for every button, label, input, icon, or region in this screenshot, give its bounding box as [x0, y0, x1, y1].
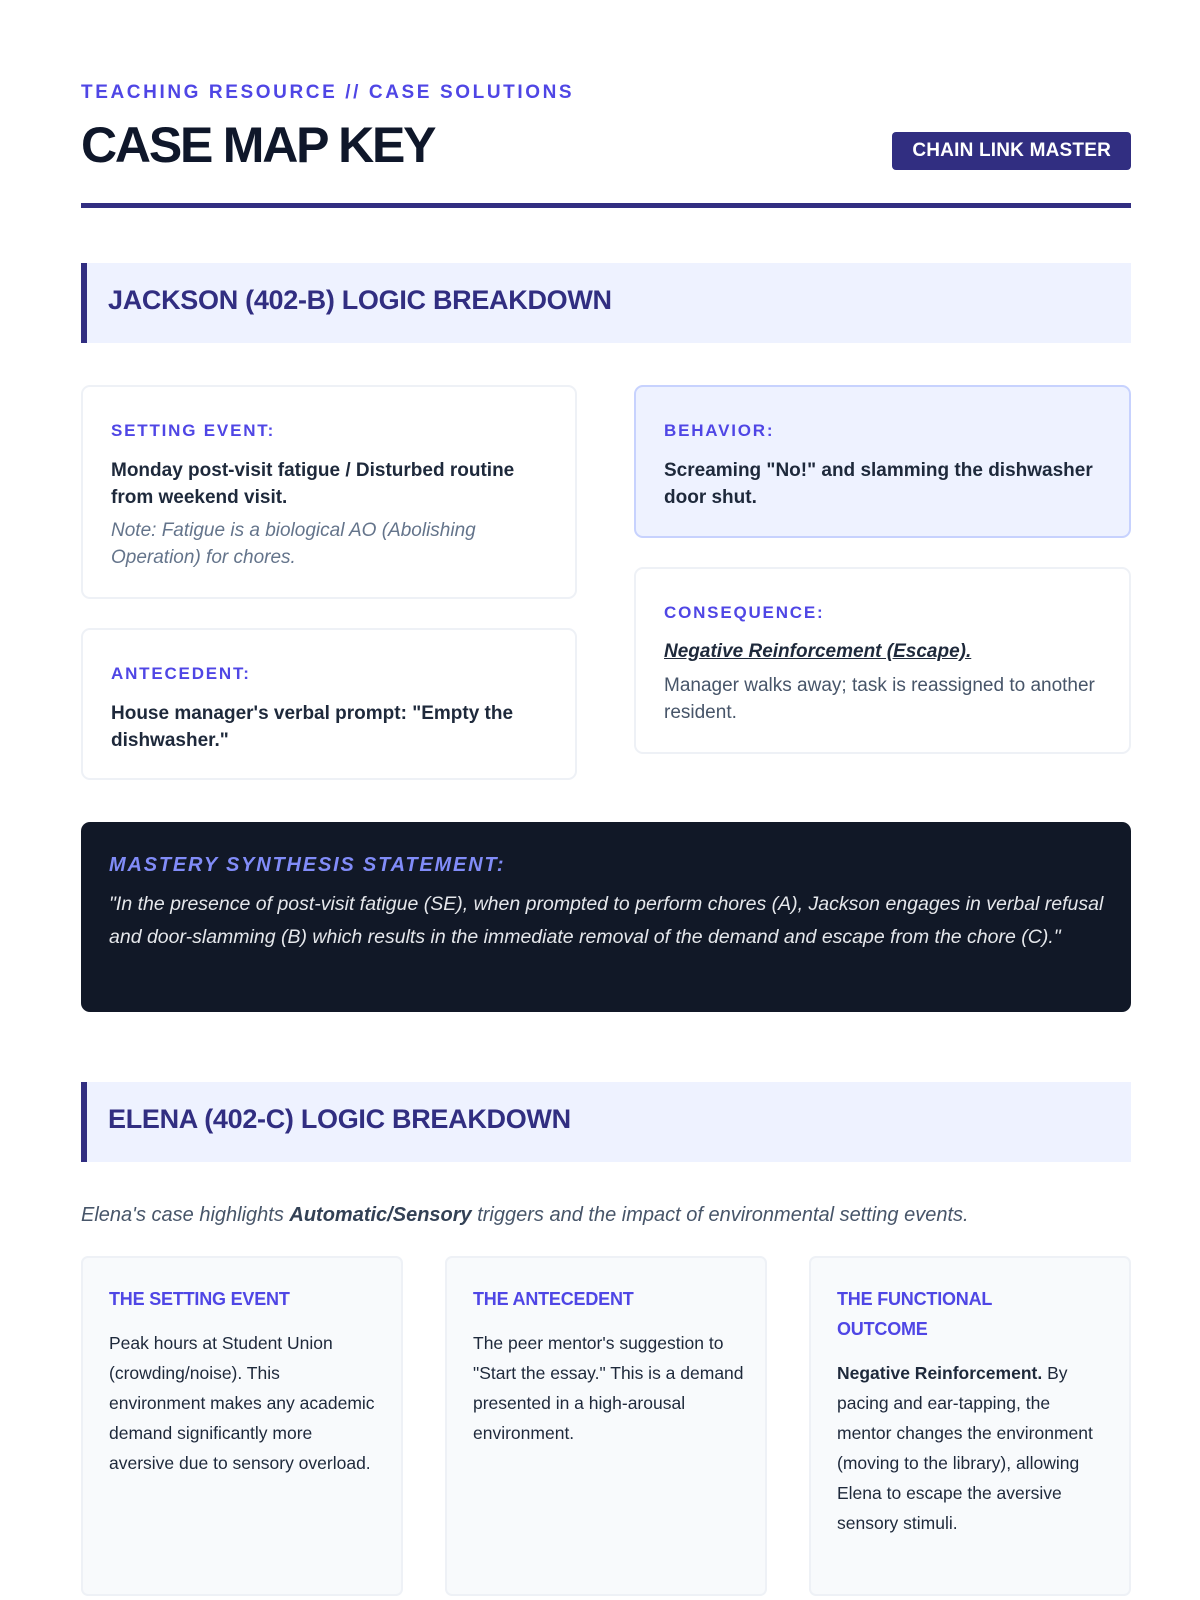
setting-event-note: Note: Fatigue is a biological AO (Abolishing Operation) for chores.	[111, 520, 476, 568]
antecedent-card	[81, 628, 577, 780]
elena-outcome-text	[837, 1358, 1109, 1538]
elena-section-heading	[81, 1082, 1131, 1162]
elena-antecedent-card	[445, 1256, 767, 1596]
consequence-type: Negative Reinforcement (Escape).	[664, 641, 972, 662]
header-divider	[81, 203, 1131, 208]
elena-setting-event-text: Peak hours at Student Union (crowding/noise). This environment makes any academic demand significantly more aversive due to sensory overload.	[109, 1333, 375, 1473]
elena-outcome-body: By pacing and ear-tapping, the mentor changes the environment (moving to the library), allowing Elena to escape the aversive sensory stimuli.	[837, 1363, 1093, 1533]
intro-text-end: triggers and the impact of environmental setting events.	[471, 1204, 969, 1226]
intro-text-bold: Automatic/Sensory	[289, 1204, 472, 1226]
setting-event-label: SETTING EVENT:	[111, 421, 276, 440]
consequence-text: Manager walks away; task is reassigned to another resident.	[664, 675, 1095, 723]
elena-outcome-bold: Negative Reinforcement.	[837, 1363, 1043, 1383]
synthesis-text: "In the presence of post-visit fatigue (SE), when prompted to perform chores (A), Jackson engages in verbal refusal and door-slamming (B) which results in the immediate removal of the demand and escape from the chore (C)."	[109, 893, 1104, 948]
chain-link-badge: CHAIN LINK MASTER	[892, 132, 1131, 170]
elena-outcome-card	[809, 1256, 1131, 1596]
elena-setting-event-card	[81, 1256, 403, 1596]
intro-text-start: Elena's case highlights	[81, 1204, 290, 1226]
setting-event-text: Monday post-visit fatigue / Disturbed routine from weekend visit.	[111, 460, 515, 508]
antecedent-label: ANTECEDENT:	[111, 664, 251, 683]
setting-event-card	[81, 385, 577, 599]
jackson-heading-text: JACKSON (402-B) LOGIC BREAKDOWN	[108, 285, 612, 315]
behavior-card	[634, 385, 1131, 538]
elena-antecedent-title: THE ANTECEDENT	[473, 1289, 634, 1309]
antecedent-text: House manager's verbal prompt: "Empty the dishwasher."	[111, 703, 514, 751]
elena-antecedent-text: The peer mentor's suggestion to "Start the essay." This is a demand presented in a high-arousal environment.	[473, 1333, 744, 1443]
elena-intro	[81, 1204, 1131, 1227]
mastery-synthesis-box	[81, 822, 1131, 1012]
eyebrow-label: TEACHING RESOURCE // CASE SOLUTIONS	[81, 82, 575, 103]
elena-heading-text: ELENA (402-C) LOGIC BREAKDOWN	[108, 1104, 571, 1134]
behavior-text: Screaming "No!" and slamming the dishwasher door shut.	[664, 460, 1093, 508]
consequence-card	[634, 567, 1131, 754]
elena-setting-event-title: THE SETTING EVENT	[109, 1289, 290, 1309]
page-title: CASE MAP KEY	[81, 117, 435, 173]
behavior-label: BEHAVIOR:	[664, 421, 775, 440]
elena-outcome-title: THE FUNCTIONAL OUTCOME	[837, 1289, 992, 1339]
consequence-label: CONSEQUENCE:	[664, 603, 825, 622]
jackson-section-heading	[81, 263, 1131, 343]
synthesis-label: MASTERY SYNTHESIS STATEMENT:	[109, 854, 506, 876]
